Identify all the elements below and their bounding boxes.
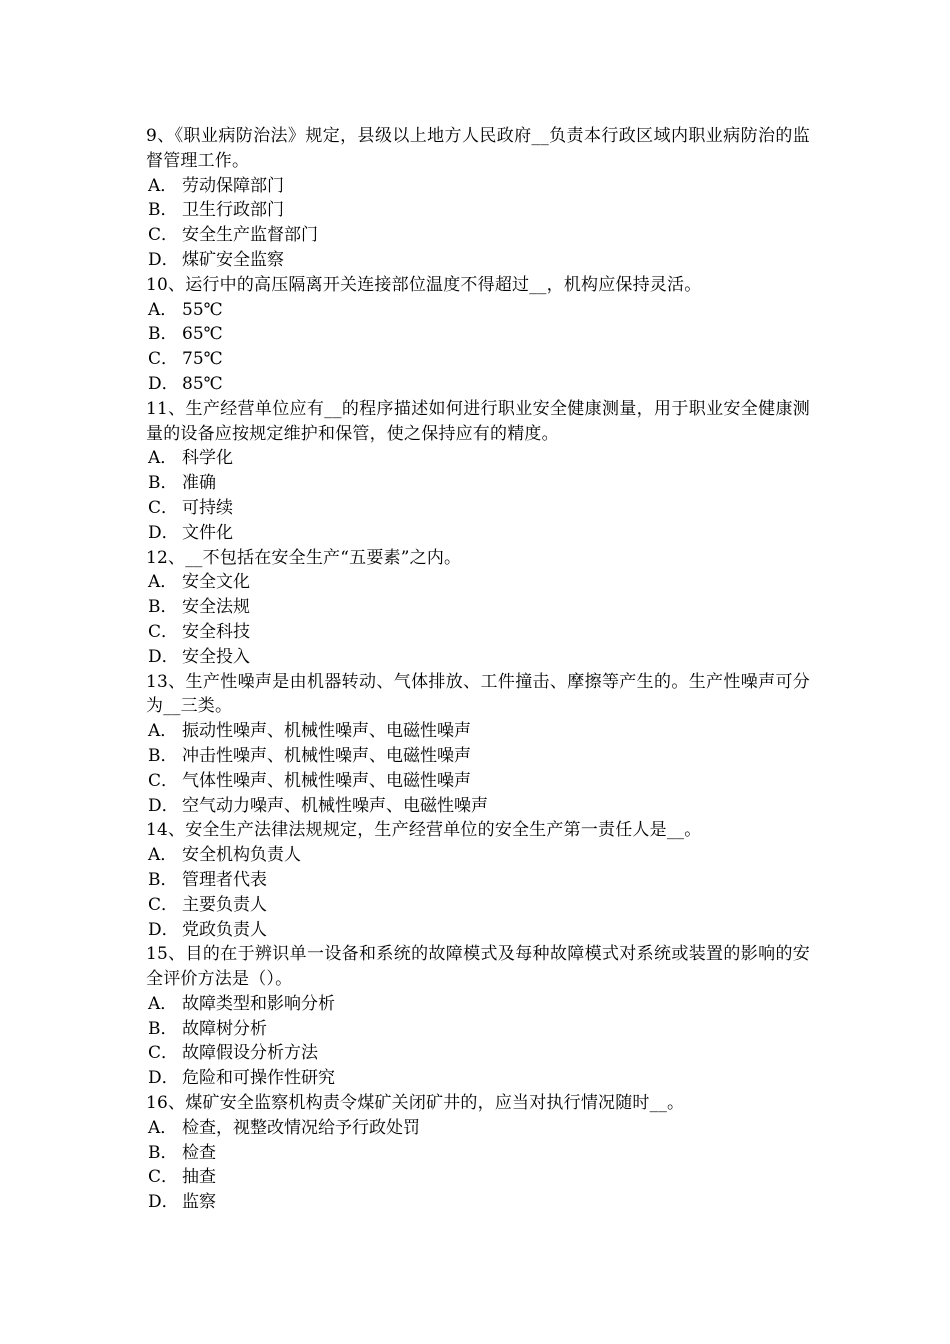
question-12 xyxy=(146,546,810,670)
option-letter: A． xyxy=(148,845,178,866)
option-d xyxy=(146,645,810,670)
option-letter: C． xyxy=(148,770,179,791)
option-letter: B． xyxy=(148,200,178,221)
option-a xyxy=(146,1116,810,1141)
question-text: 15、目的在于辨识单一设备和系统的故障模式及每种故障模式对系统或装置的影响的安全评价方法是（）。 xyxy=(146,944,810,990)
option-letter: A． xyxy=(148,448,178,469)
option-text: 65℃ xyxy=(182,324,223,345)
option-c xyxy=(146,347,810,372)
question-text: 11、生产经营单位应有__的程序描述如何进行职业安全健康测量，用于职业安全健康测量的设备应按规定维护和保管，使之保持应有的精度。 xyxy=(146,398,810,444)
option-text: 55℃ xyxy=(182,299,223,320)
option-text: 煤矿安全监察 xyxy=(182,249,284,270)
option-letter: B． xyxy=(148,324,178,345)
question-text: 10、运行中的高压隔离开关连接部位温度不得超过__，机构应保持灵活。 xyxy=(146,274,702,295)
option-letter: B． xyxy=(148,745,178,766)
option-text: 安全文化 xyxy=(182,572,250,593)
option-text: 管理者代表 xyxy=(182,869,267,890)
question-text: 13、生产性噪声是由机器转动、气体排放、工件撞击、摩擦等产生的。生产性噪声可分为__三类。 xyxy=(146,671,810,717)
option-letter: C． xyxy=(148,1167,179,1188)
option-text: 空气动力噪声、机械性噪声、电磁性噪声 xyxy=(182,795,488,816)
option-d xyxy=(146,248,810,273)
option-letter: A． xyxy=(148,1117,178,1138)
option-letter: A． xyxy=(148,572,178,593)
option-text: 故障类型和影响分析 xyxy=(182,993,335,1014)
question-11 xyxy=(146,397,810,546)
question-10 xyxy=(146,273,810,397)
option-text: 文件化 xyxy=(182,522,233,543)
option-letter: D． xyxy=(148,522,179,543)
question-text: 14、安全生产法律法规规定，生产经营单位的安全生产第一责任人是__。 xyxy=(146,820,702,841)
option-letter: A． xyxy=(148,721,178,742)
option-text: 85℃ xyxy=(182,373,223,394)
option-letter: B． xyxy=(148,869,178,890)
option-a xyxy=(146,174,810,199)
option-letter: A． xyxy=(148,175,178,196)
option-b xyxy=(146,322,810,347)
option-a xyxy=(146,298,810,323)
question-14 xyxy=(146,818,810,942)
option-c xyxy=(146,1165,810,1190)
option-text: 准确 xyxy=(182,473,216,494)
option-a xyxy=(146,843,810,868)
option-d xyxy=(146,1190,810,1215)
option-letter: D． xyxy=(148,373,179,394)
option-letter: B． xyxy=(148,473,178,494)
option-text: 安全科技 xyxy=(182,621,250,642)
option-b xyxy=(146,1141,810,1166)
option-letter: C． xyxy=(148,894,179,915)
option-letter: D． xyxy=(148,1192,179,1213)
option-c xyxy=(146,1041,810,1066)
option-letter: B． xyxy=(148,597,178,618)
option-letter: A． xyxy=(148,299,178,320)
option-text: 党政负责人 xyxy=(182,919,267,940)
option-text: 主要负责人 xyxy=(182,894,267,915)
option-letter: D． xyxy=(148,1068,179,1089)
option-a xyxy=(146,446,810,471)
question-text: 12、__不包括在安全生产“五要素”之内。 xyxy=(146,547,462,568)
option-a xyxy=(146,570,810,595)
option-b xyxy=(146,868,810,893)
option-a xyxy=(146,992,810,1017)
option-text: 气体性噪声、机械性噪声、电磁性噪声 xyxy=(182,770,471,791)
option-text: 故障假设分析方法 xyxy=(182,1043,318,1064)
option-text: 振动性噪声、机械性噪声、电磁性噪声 xyxy=(182,721,471,742)
option-text: 可持续 xyxy=(182,497,233,518)
option-text: 科学化 xyxy=(182,448,233,469)
question-9 xyxy=(146,124,810,273)
option-c xyxy=(146,893,810,918)
option-c xyxy=(146,620,810,645)
option-b xyxy=(146,595,810,620)
option-b xyxy=(146,471,810,496)
option-text: 冲击性噪声、机械性噪声、电磁性噪声 xyxy=(182,745,471,766)
document-page xyxy=(146,124,810,1215)
option-c xyxy=(146,496,810,521)
option-text: 劳动保障部门 xyxy=(182,175,284,196)
option-d xyxy=(146,521,810,546)
option-letter: C． xyxy=(148,1043,179,1064)
question-text: 16、煤矿安全监察机构责令煤矿关闭矿井的，应当对执行情况随时__。 xyxy=(146,1093,685,1114)
option-text: 安全生产监督部门 xyxy=(182,225,318,246)
question-16 xyxy=(146,1091,810,1215)
option-d xyxy=(146,794,810,819)
option-letter: D． xyxy=(148,249,179,270)
option-text: 抽查 xyxy=(182,1167,216,1188)
option-text: 安全投入 xyxy=(182,646,250,667)
option-text: 危险和可操作性研究 xyxy=(182,1068,335,1089)
option-letter: D． xyxy=(148,795,179,816)
option-letter: D． xyxy=(148,646,179,667)
option-b xyxy=(146,744,810,769)
option-letter: C． xyxy=(148,225,179,246)
option-text: 检查，视整改情况给予行政处罚 xyxy=(182,1117,420,1138)
option-text: 75℃ xyxy=(182,349,223,370)
option-b xyxy=(146,198,810,223)
option-text: 安全法规 xyxy=(182,597,250,618)
option-text: 故障树分析 xyxy=(182,1018,267,1039)
option-text: 安全机构负责人 xyxy=(182,845,301,866)
option-text: 监察 xyxy=(182,1192,216,1213)
option-letter: C． xyxy=(148,621,179,642)
question-13 xyxy=(146,670,810,819)
option-letter: D． xyxy=(148,919,179,940)
option-letter: C． xyxy=(148,497,179,518)
option-letter: A． xyxy=(148,993,178,1014)
option-d xyxy=(146,918,810,943)
option-letter: C． xyxy=(148,349,179,370)
option-text: 卫生行政部门 xyxy=(182,200,284,221)
option-c xyxy=(146,223,810,248)
option-letter: B． xyxy=(148,1018,178,1039)
question-text: 9、《职业病防治法》规定，县级以上地方人民政府__负责本行政区域内职业病防治的监督管理工作。 xyxy=(146,126,810,171)
option-text: 检查 xyxy=(182,1142,216,1163)
option-b xyxy=(146,1017,810,1042)
option-c xyxy=(146,769,810,794)
option-letter: B． xyxy=(148,1142,178,1163)
option-a xyxy=(146,719,810,744)
option-d xyxy=(146,1066,810,1091)
question-15 xyxy=(146,942,810,1091)
option-d xyxy=(146,372,810,397)
